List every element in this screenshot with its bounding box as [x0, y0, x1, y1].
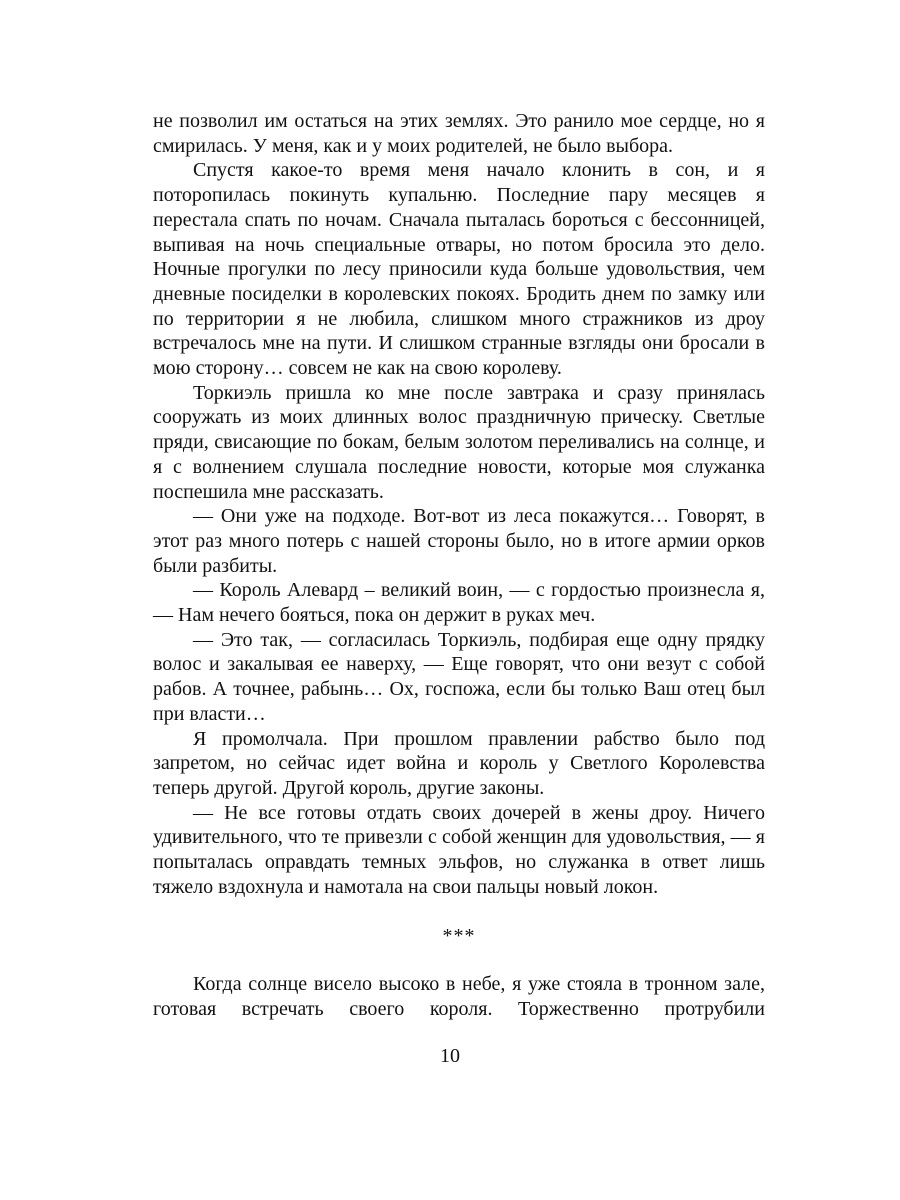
page-number: 10 [440, 1045, 460, 1067]
paragraph: Спустя какое-то время меня начало клонить в сон, и я поторопилась покинуть купальню. Последние пару месяцев я перестала спать по ночам. Сначала пыталась бороться с бессонницей, выпивая на ночь специальные отвары, но потом бросила это дело. Ночные прогулки по лесу приносили куда больше удовольствия, чем дневные посиделки в королевских покоях. Бродить днем по замку или по территории я не любила, слишком много стражников из дроу встречалось мне на пути. И слишком странные взгляды они бросали в мою сторону… совсем не как на свою королеву. [153, 159, 765, 380]
paragraph: не позволил им остаться на этих землях. Это ранило мое сердце, но я смирилась. У меня, как и у моих родителей, не было выбора. [153, 110, 765, 157]
paragraph: Торкиэль пришла ко мне после завтрака и сразу принялась сооружать из моих длинных волос праздничную прическу. Светлые пряди, свисающие по бокам, белым золотом переливались на солнце, и я с волнением слушала последние новости, которые моя служанка поспешила мне рассказать. [153, 381, 765, 503]
dialogue-paragraph: — Король Алевард – великий воин, — с гордостью произнесла я, — Нам нечего бояться, пока он держит в руках меч. [153, 579, 765, 627]
dialogue-paragraph: — Они уже на подходе. Вот-вот из леса покажутся… Говорят, в этот раз много потерь с нашей стороны было, но в итоге армии орков были разбиты. [153, 505, 765, 577]
dialogue-paragraph: — Не все готовы отдать своих дочерей в жены дроу. Ничего удивительного, что те привезли с собой женщин для удовольствия, — я попыталась оправдать темных эльфов, но служанка в ответ лишь тяжело вздохнула и намотала на свои пальцы новый локон. [153, 801, 765, 898]
page-body [153, 109, 765, 1022]
section-separator: *** [442, 924, 476, 947]
paragraph: Я промолчала. При прошлом правлении рабство было под запретом, но сейчас идет война и король у Светлого Королевства теперь другой. Другой король, другие законы. [153, 727, 765, 799]
paragraph: Когда солнце висело высоко в небе, я уже стояла в тронном зале, готовая встречать своего короля. Торжественно протрубили [153, 973, 765, 1020]
dialogue-paragraph: — Это так, — согласилась Торкиэль, подбирая еще одну прядку волос и закалывая ее наверху, — Еще говорят, что они везут с собой рабов. А точнее, рабынь… Ох, госпожа, если бы только Ваш отец был при власти… [153, 628, 765, 725]
